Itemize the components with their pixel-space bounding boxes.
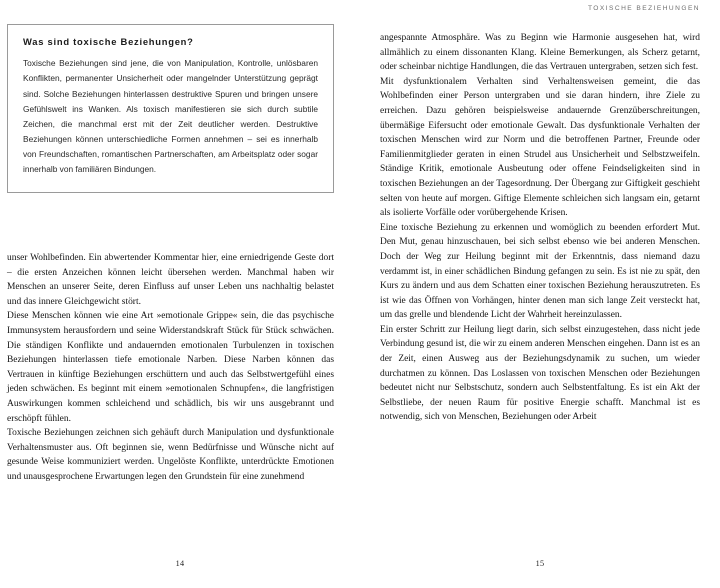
- page-number-left: 14: [175, 559, 185, 568]
- callout-body-text: Toxische Beziehungen sind jene, die von Manipulation, Kontrolle, unlösbaren Konflikten, permanenter Unsicherheit oder mangelnder Unterstützung geprägt sind. Solche Beziehungen hinterlassen destruktive Spuren und bringen unsere Gefühlswelt ins Wanken. Als toxisch manifestieren sie sich durch subtile Zeichen, die manchmal erst mit der Zeit deutlicher werden. Destruktive Beziehungen können unterschiedliche Formen annehmen – sei es innerhalb von Freundschaften, romantischen Partnerschaften, am Arbeitsplatz oder sogar innerhalb von familiären Bindungen.: [23, 58, 318, 175]
- paragraph: Mit dysfunktionalem Verhalten sind Verhaltensweisen gemeint, die das Wohlbefinden einer Person untergraben und sie daran hindern, ihre Ziele zu erreichen. Dazu gehören beispielsweise andauernde Grenzüberschreitungen, übermäßige Eifersucht oder emotionale Gewalt. Das dysfunktionale Verhalten der toxischen Menschen wird zur Norm und die betroffenen Partner, Freunde oder Familienmitglieder geraten in einen Strudel aus Unsicherheit und Selbstzweifeln. Ständige Kritik, emotionale Ausbeutung oder offene Feindseligkeiten sind in toxischen Beziehungen an der Tagesordnung. Der Übergang zur Giftigkeit geschieht selten von heute auf morgen. Giftige Elemente schleichen sich langsam ein, getarnt als isolierte Vorfälle oder vorübergehende Krisen.: [380, 76, 700, 219]
- paragraph: Eine toxische Beziehung zu erkennen und womöglich zu beenden erfordert Mut. Den Mut, genau hinzuschauen, bei sich selbst ebenso wie bei anderen Menschen. Doch der Weg zur Heilung beginnt mit der Erkenntnis, dass niemand dazu verdammt ist, in einer schädlichen Bindung gefangen zu sein. Es ist nie zu spät, den Kurs zu ändern und aus dem Schatten einer toxischen Beziehung herauszutreten. Es ist wie das Öffnen von Vorhängen, hinter denen man sich lange Zeit versteckt hat, um das grelle und blendende Licht der Wahrheit hereinzulassen.: [380, 222, 700, 321]
- paragraph: Toxische Beziehungen zeichnen sich gehäuft durch Manipulation und dysfunktionale Verhaltensmuster aus. Oft beginnen sie, wenn Bedürfnisse und Wünsche nicht auf gesunde Weise kommuniziert werden. Ungelöste Konflikte, unterdrückte Emotionen und unausgesprochene Erwartungen legen den Grundstein für eine zunehmend: [7, 428, 334, 482]
- paragraph: Ein erster Schritt zur Heilung liegt darin, sich selbst einzugestehen, dass nicht jede Verbindung gesund ist, die wir zu einem anderen Menschen eingehen. Dann ist es an der Zeit, einen Ausweg aus der Beziehungsdynamik zu suchen, um wieder durchatmen zu können. Das Loslassen von toxischen Menschen oder Beziehungen bedeutet nicht nur Selbstschutz, sondern auch Selbstentfaltung. Es ist ein Akt der Selbstliebe, der neuen Raum für positive Energie schafft. Manchmal ist es notwendig, sich von Menschen, Beziehungen oder Arbeit: [380, 324, 700, 423]
- callout-title: Was sind toxische Beziehungen?: [23, 36, 194, 47]
- paragraph: Diese Menschen können wie eine Art »emotionale Grippe« sein, die das psychische Immunsystem herausfordern und seine Widerstandskraft Stück für Stück schwächen. Die ständigen Konflikte und andauernden emotionalen Turbulenzen in toxischen Beziehungen hinterlassen tiefe emotionale Narben. Diese Narben können das Vertrauen in künftige Beziehungen erschüttern und auch das Selbstwertgefühl eines jeden schwächen. Es beginnt mit einem »emotionalen Schnupfen«, die langfristigen Auswirkungen kommen schleichend und schädlich, bis wir uns ausgebrannt und erschöpft fühlen.: [7, 311, 334, 424]
- running-head: TOXISCHE BEZIEHUNGEN: [587, 5, 700, 12]
- paragraph: angespannte Atmosphäre. Was zu Beginn wie Harmonie ausgesehen hat, wird allmählich zu einem dissonanten Klang. Kleine Bemerkungen, als Scherz getarnt, oder scheinbar nichtige Handlungen, die das Vertrauen untergraben, setzen sich fest.: [380, 33, 700, 73]
- paragraph: unser Wohlbefinden. Ein abwertender Kommentar hier, eine erniedrigende Geste dort – die ersten Anzeichen können leicht übersehen werden. Manchmal haben wir Menschen an unserer Seite, deren Einfluss auf unser Leben uns nachhaltig belastet und das innere Gleichgewicht stört.: [7, 253, 334, 307]
- callout-box: [7, 24, 334, 193]
- page-number-right: 15: [535, 559, 545, 568]
- right-body-text: [380, 31, 700, 425]
- left-body-text: [7, 251, 334, 485]
- right-page: [360, 0, 720, 588]
